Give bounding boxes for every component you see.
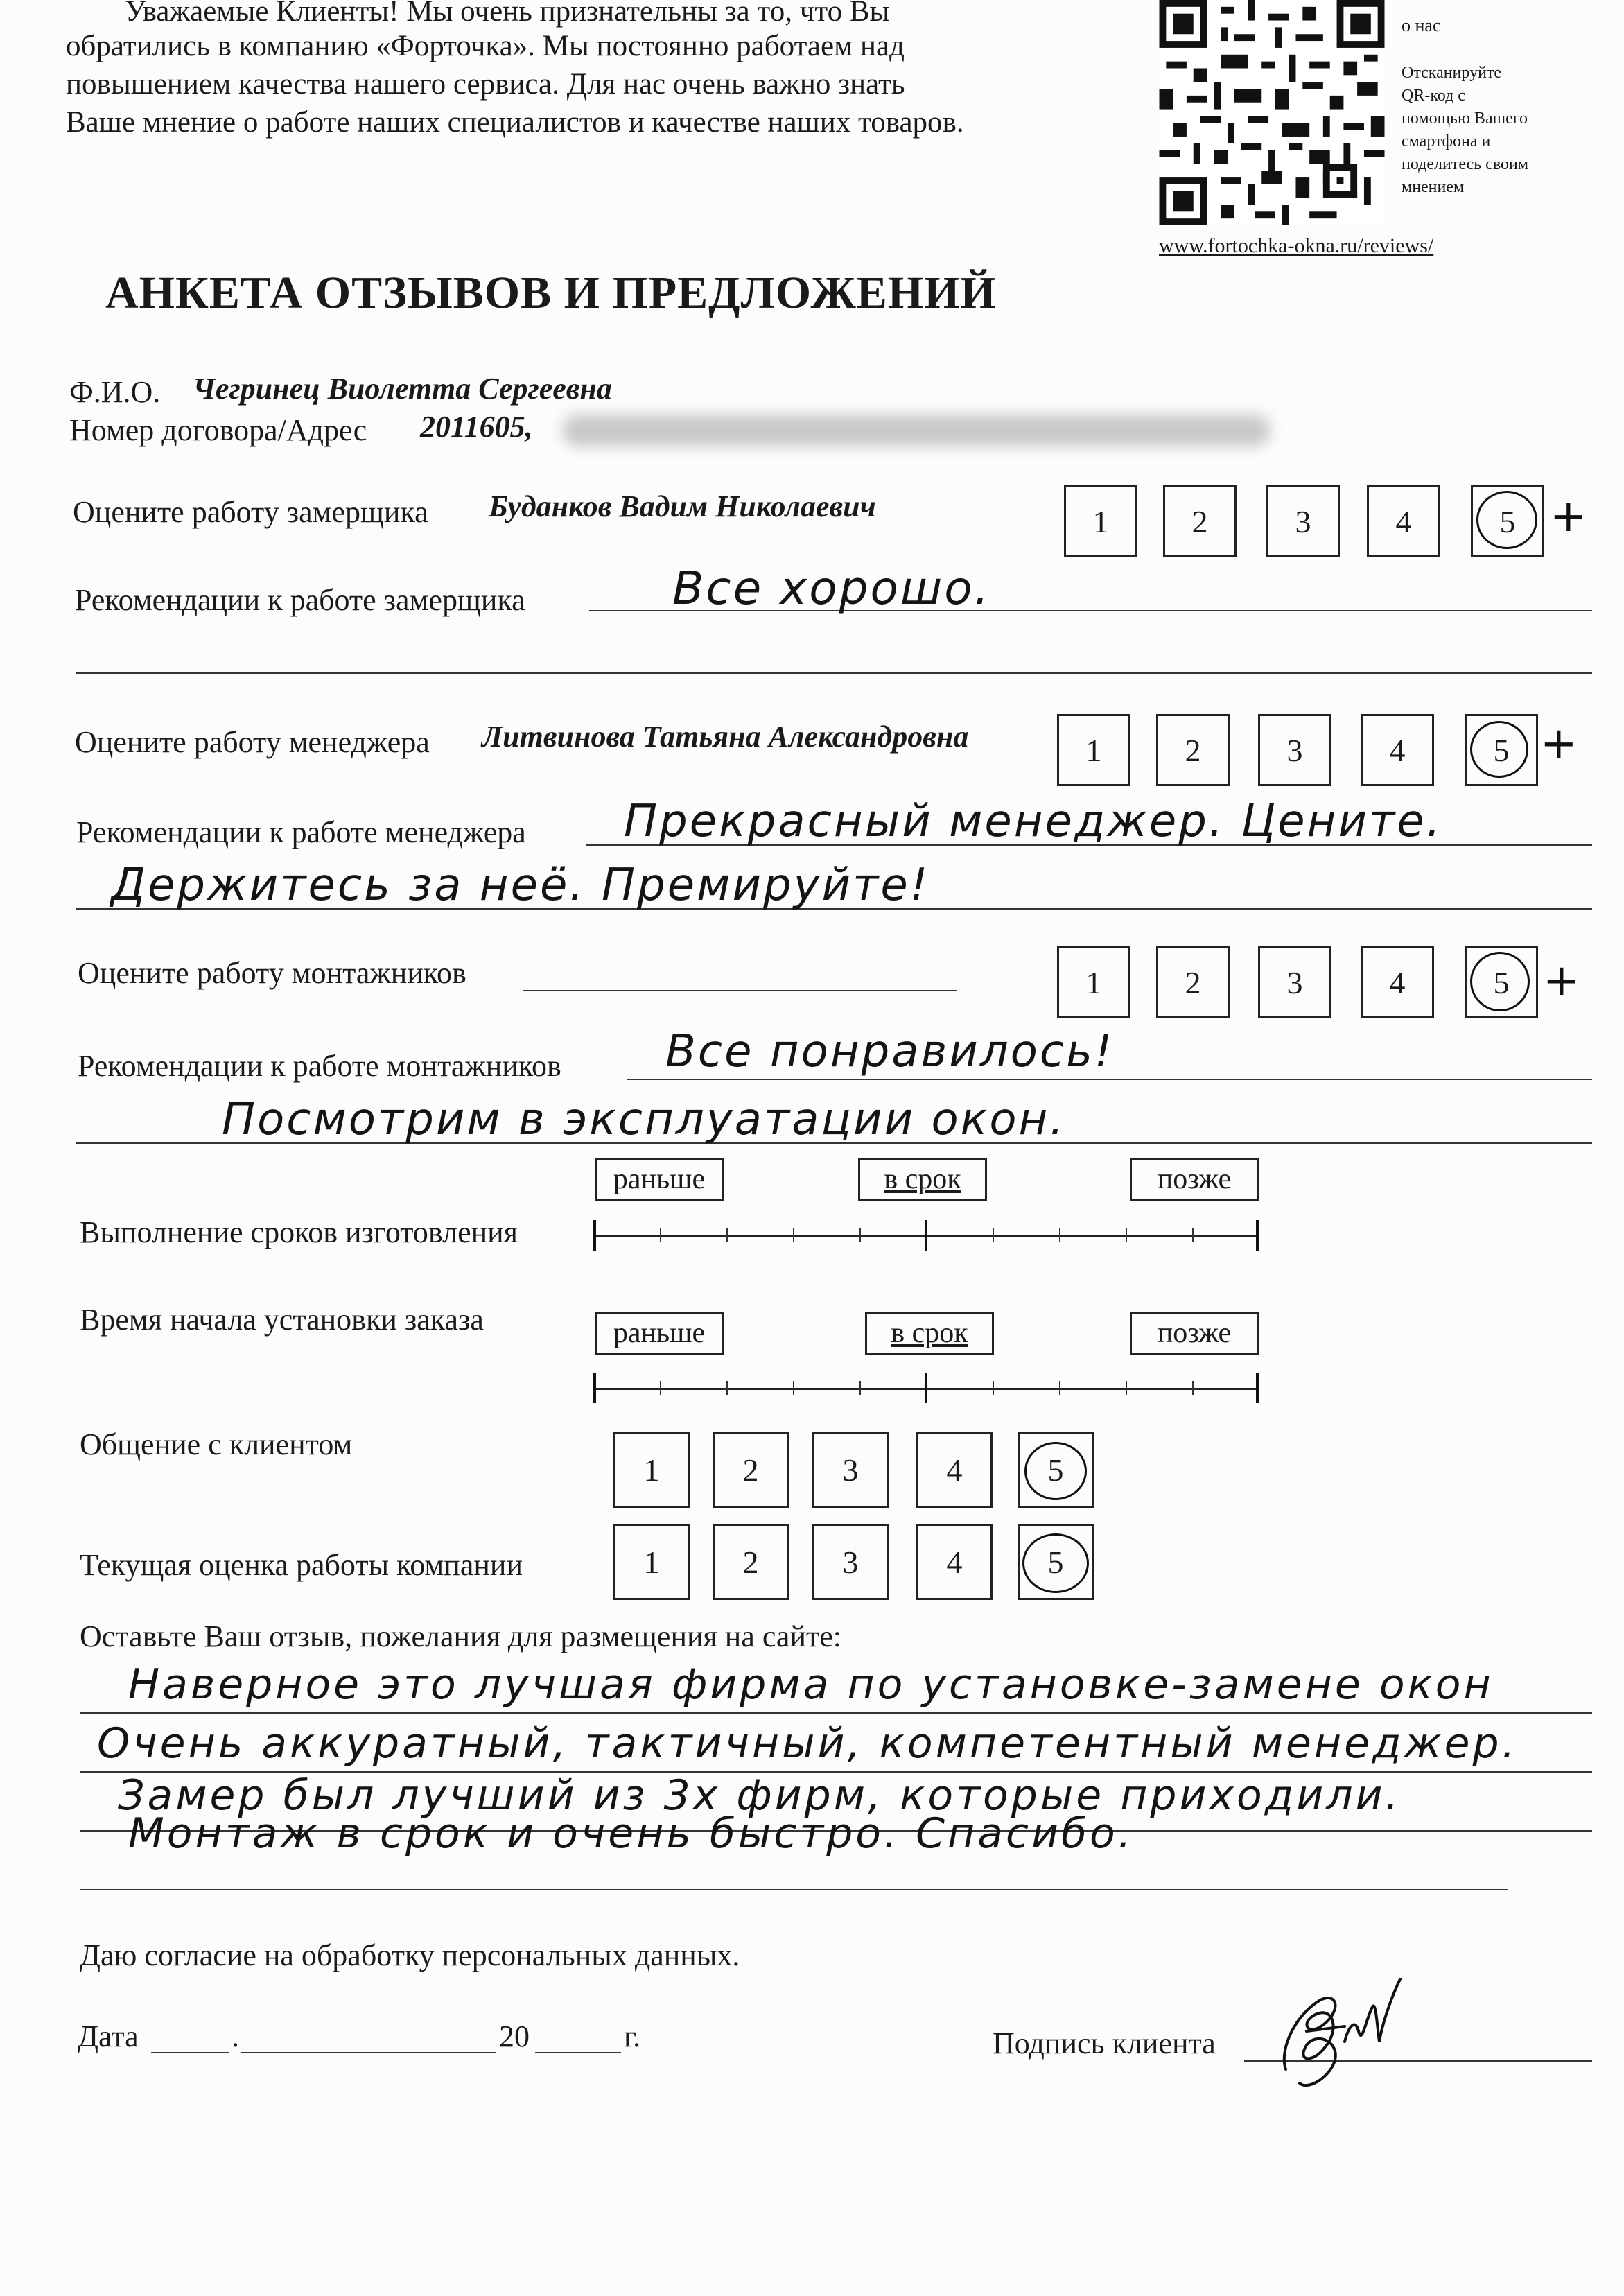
installers-plus-mark: + xyxy=(1543,955,1580,1007)
communication-score-5[interactable]: 5 xyxy=(1018,1432,1094,1508)
company-score-2[interactable]: 2 xyxy=(713,1524,789,1600)
fio-label: Ф.И.О. xyxy=(69,375,161,409)
qr-caption-4: смартфона и xyxy=(1402,132,1491,150)
company-score-5[interactable]: 5 xyxy=(1018,1524,1094,1600)
manager-rec-text-2: Держитесь за неё. Премируйте! xyxy=(111,860,930,911)
measurer-score-5[interactable]: 5 xyxy=(1471,485,1544,557)
manager-rec-text-1: Прекрасный менеджер. Цените. xyxy=(624,796,1443,847)
handwritten-signature-icon xyxy=(1258,1965,1417,2097)
communication-label: Общение с клиентом xyxy=(80,1427,353,1461)
production-timing-label: Выполнение сроков изготовления xyxy=(80,1215,518,1249)
measurer-score-1[interactable]: 1 xyxy=(1064,485,1137,557)
consent-text: Даю согласие на обработку персональных данных. xyxy=(80,1938,740,1972)
measurer-selected-circle xyxy=(1476,491,1537,549)
manager-plus-mark: + xyxy=(1540,718,1578,769)
install-on-time-option[interactable]: в срок xyxy=(865,1312,994,1355)
manager-score-5[interactable]: 5 xyxy=(1465,714,1538,786)
company-label: Текущая оценка работы компании xyxy=(80,1548,523,1582)
manager-score-2[interactable]: 2 xyxy=(1156,714,1230,786)
review-line-3: Замер был лучший из 3х фирм, которые приходили. xyxy=(118,1771,1402,1820)
installers-score-5[interactable]: 5 xyxy=(1465,946,1538,1018)
contract-label: Номер договора/Адрес xyxy=(69,413,367,447)
measurer-rec-line-2 xyxy=(76,672,1592,674)
installers-score-4[interactable]: 4 xyxy=(1361,946,1434,1018)
intro-line-4: Ваше мнение о работе наших специалистов и качестве наших товаров. xyxy=(66,106,964,139)
communication-score-2[interactable]: 2 xyxy=(713,1432,789,1508)
manager-score-1[interactable]: 1 xyxy=(1057,714,1130,786)
fio-value: Чегринец Виолетта Сергеевна xyxy=(193,372,612,406)
install-earlier-option[interactable]: раньше xyxy=(595,1312,724,1355)
date-label: Дата xyxy=(78,2019,139,2053)
intro-line-1: Уважаемые Клиенты! Мы очень признательны за то, что Вы xyxy=(125,0,890,28)
install-timing-label: Время начала установки заказа xyxy=(80,1303,484,1337)
qr-code-icon xyxy=(1158,0,1386,225)
review-line-4: Монтаж в срок и очень быстро. Спасибо. xyxy=(128,1809,1134,1858)
installers-selected-circle xyxy=(1470,952,1530,1011)
qr-caption-1: Отсканируйте xyxy=(1402,64,1502,82)
measurer-score-3[interactable]: 3 xyxy=(1266,485,1340,557)
date-year-suffix: г. xyxy=(624,2019,641,2053)
company-selected-circle xyxy=(1022,1533,1089,1593)
install-later-option[interactable]: позже xyxy=(1130,1312,1259,1355)
qr-caption-6: мнением xyxy=(1402,178,1465,196)
measurer-rate-label: Оцените работу замерщика xyxy=(73,495,428,529)
communication-score-1[interactable]: 1 xyxy=(613,1432,690,1508)
measurer-rec-text: Все хорошо. xyxy=(672,562,991,615)
page-title: АНКЕТА ОТЗЫВОВ И ПРЕДЛОЖЕНИЙ xyxy=(105,268,997,318)
measurer-name: Буданков Вадим Николаевич xyxy=(489,489,876,523)
review-line-2: Очень аккуратный, тактичный, компетентный менеджер. xyxy=(97,1719,1518,1768)
installers-score-1[interactable]: 1 xyxy=(1057,946,1130,1018)
measurer-score-2[interactable]: 2 xyxy=(1163,485,1237,557)
review-url-link[interactable]: www.fortochka-okna.ru/reviews/ xyxy=(1159,234,1434,257)
installers-name-line xyxy=(523,990,957,991)
company-score-1[interactable]: 1 xyxy=(613,1524,690,1600)
qr-caption-2: QR-код с xyxy=(1402,87,1465,105)
manager-rec-label: Рекомендации к работе менеджера xyxy=(76,815,526,849)
installers-rate-label: Оцените работу монтажников xyxy=(78,956,466,990)
communication-score-4[interactable]: 4 xyxy=(916,1432,993,1508)
date-year-line[interactable] xyxy=(535,2052,621,2053)
manager-rate-label: Оцените работу менеджера xyxy=(75,725,430,759)
production-on-time-option[interactable]: в срок xyxy=(858,1158,987,1201)
intro-line-3: повышением качества нашего сервиса. Для нас очень важно знать xyxy=(66,68,905,101)
measurer-score-4[interactable]: 4 xyxy=(1367,485,1440,557)
review-rule-1 xyxy=(80,1712,1592,1714)
measurer-rec-label: Рекомендации к работе замерщика xyxy=(75,583,525,617)
blurred-address xyxy=(563,415,1270,446)
date-month-line[interactable] xyxy=(241,2052,496,2053)
measurer-plus-mark: + xyxy=(1550,491,1587,542)
company-score-3[interactable]: 3 xyxy=(812,1524,889,1600)
production-timeline[interactable] xyxy=(593,1220,1259,1251)
communication-score-3[interactable]: 3 xyxy=(812,1432,889,1508)
date-day-line[interactable] xyxy=(151,2052,229,2053)
qr-caption-3: помощью Вашего xyxy=(1402,110,1528,128)
manager-name: Литвинова Татьяна Александровна xyxy=(482,720,969,754)
installers-score-2[interactable]: 2 xyxy=(1156,946,1230,1018)
manager-score-4[interactable]: 4 xyxy=(1361,714,1434,786)
signature-label: Подпись клиента xyxy=(993,2026,1216,2060)
company-score-4[interactable]: 4 xyxy=(916,1524,993,1600)
production-later-option[interactable]: позже xyxy=(1130,1158,1259,1201)
qr-caption-top: о нас xyxy=(1402,15,1441,35)
contract-value: 2011605, xyxy=(420,410,533,444)
qr-code[interactable] xyxy=(1158,0,1386,225)
installers-score-3[interactable]: 3 xyxy=(1258,946,1331,1018)
communication-selected-circle xyxy=(1024,1442,1087,1500)
installers-rec-label: Рекомендации к работе монтажников xyxy=(78,1049,561,1083)
production-earlier-option[interactable]: раньше xyxy=(595,1158,724,1201)
install-timeline[interactable] xyxy=(593,1373,1259,1403)
qr-caption-5: поделитесь своим xyxy=(1402,155,1529,173)
installers-rec-text-1: Все понравилось! xyxy=(665,1026,1115,1077)
review-label: Оставьте Ваш отзыв, пожелания для размещения на сайте: xyxy=(80,1619,841,1653)
manager-selected-circle xyxy=(1470,721,1528,778)
manager-score-3[interactable]: 3 xyxy=(1258,714,1331,786)
installers-rec-line-1 xyxy=(627,1079,1592,1080)
installers-rec-text-2: Посмотрим в эксплуатации окон. xyxy=(222,1094,1066,1145)
signature-image xyxy=(1258,1965,1417,2097)
intro-line-2: обратились в компанию «Форточка». Мы постоянно работаем над xyxy=(66,30,905,62)
review-rule-4 xyxy=(80,1889,1508,1890)
date-year-prefix: 20 xyxy=(499,2019,530,2053)
review-line-1: Наверное это лучшая фирма по установке-замене окон xyxy=(128,1660,1494,1709)
date-dot: . xyxy=(232,2019,239,2053)
